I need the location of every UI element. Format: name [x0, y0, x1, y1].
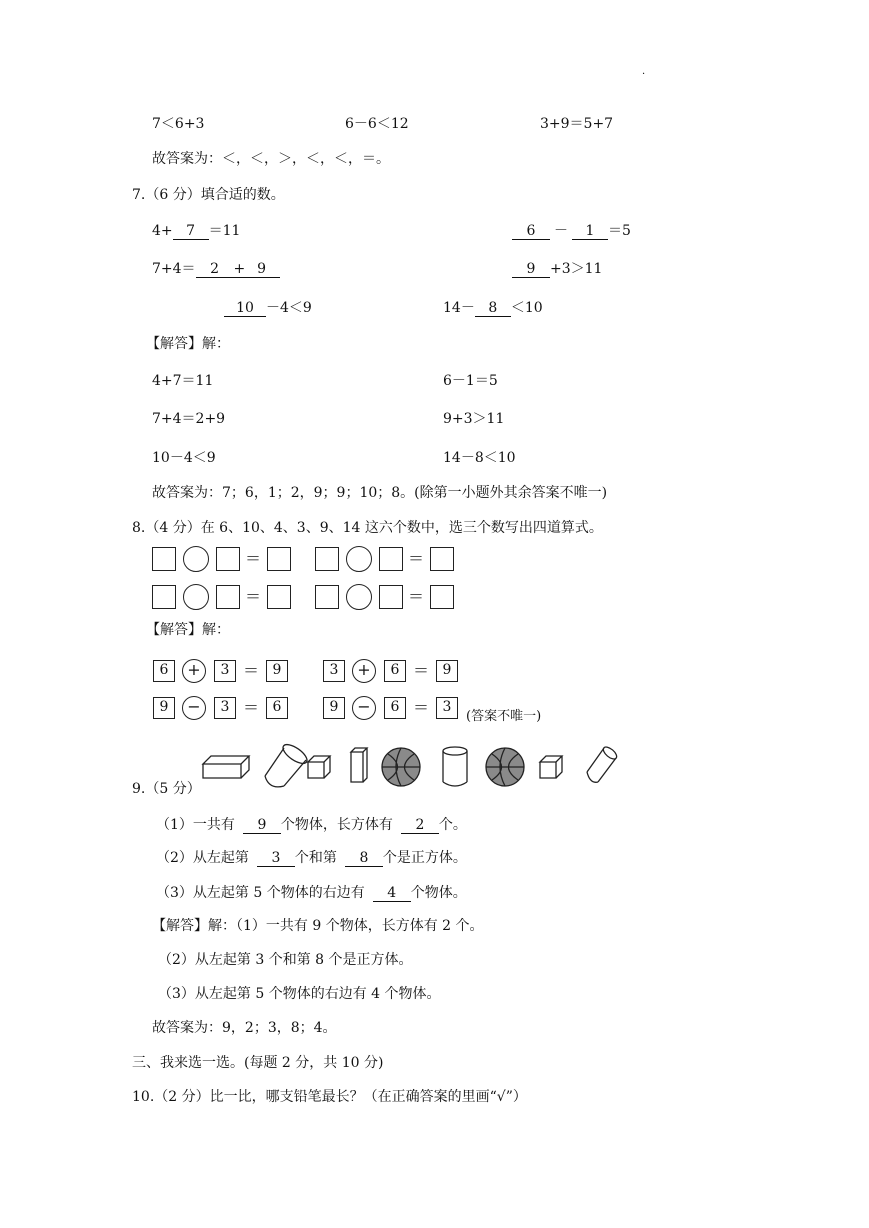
q7-r3b-pre: 14－	[443, 300, 475, 316]
q7-sol-6: 14－8＜10	[443, 450, 516, 466]
q9-p1-a: （1）一共有	[156, 817, 235, 833]
equals-sign: ＝	[243, 661, 260, 680]
answer-box: 3	[436, 697, 458, 719]
q6-row1-b: 6－6＜12	[345, 116, 409, 132]
blank-box	[315, 547, 339, 571]
q9-p1-blank1: 9	[243, 817, 281, 834]
q9-p3-c: 个物体。	[410, 885, 467, 901]
q7-r3b-blank: 8	[475, 300, 511, 317]
q9-p1-b: 个物体，长方体有	[280, 817, 393, 833]
blank-box	[379, 547, 403, 571]
q7-row1-left	[152, 222, 240, 240]
blank-circle	[346, 546, 372, 572]
q6-row1-c: 3+9＝5+7	[540, 116, 614, 132]
operator-circle: +	[182, 659, 206, 683]
blank-box	[267, 547, 291, 571]
equals-sign: ＝	[243, 698, 260, 717]
q8-title: 8.（4 分）在 6、10、4、3、9、14 这六个数中，选三个数写出四道算式。	[132, 520, 603, 536]
q7-r1a-blank: 7	[173, 223, 209, 240]
q7-r2a-blank2: 9	[244, 261, 280, 278]
q7-row3-left	[224, 299, 312, 317]
q9-p1	[156, 816, 467, 834]
blank-box	[379, 585, 403, 609]
blank-box	[267, 585, 291, 609]
answer-box: 9	[323, 697, 345, 719]
blank-box	[152, 585, 176, 609]
q7-r1b-blank2: 1	[572, 223, 608, 240]
q9-p3-blank: 4	[373, 885, 411, 902]
cylinder-icon	[443, 747, 467, 786]
cuboid-icon	[203, 756, 249, 778]
q7-r1a-pre: 4+	[152, 223, 173, 239]
q9-answer: 故答案为：9，2；3，8；4。	[152, 1020, 337, 1036]
q7-answer: 故答案为：7；6，1；2，9；9；10；8。(除第一小题外其余答案不唯一)	[152, 485, 608, 501]
q8-solution-label: 【解答】解：	[146, 622, 230, 638]
answer-box: 3	[214, 660, 236, 682]
q9-p2-b: 个和第	[294, 850, 337, 866]
q9-objects-row	[195, 740, 625, 792]
blank-circle	[346, 584, 372, 610]
q6-answer: 故答案为：＜，＜，＞，＜，＜，＝。	[152, 151, 390, 167]
equals-sign: ＝	[408, 549, 425, 568]
q7-r1b-post: ＝5	[608, 223, 631, 239]
equals-sign: ＝	[408, 587, 425, 606]
cuboid-icon	[351, 748, 367, 782]
blank-circle	[183, 546, 209, 572]
operator-circle: −	[352, 696, 376, 720]
blank-box	[430, 547, 454, 571]
answer-box: 6	[266, 697, 288, 719]
q7-r2a-blank1: 2	[196, 261, 234, 278]
q7-r2b-blank: 9	[512, 261, 550, 278]
q7-row1-right	[512, 222, 631, 240]
q9-p1-blank2: 2	[401, 817, 439, 834]
cylinder-icon	[587, 745, 619, 782]
q7-r2a-pre: 7+4＝	[152, 261, 196, 277]
equals-sign: ＝	[245, 549, 262, 568]
answer-box: 3	[214, 697, 236, 719]
blank-box	[430, 585, 454, 609]
q7-row3-right	[443, 299, 543, 317]
answer-box: 9	[153, 697, 175, 719]
equals-sign: ＝	[245, 587, 262, 606]
ball-icon	[382, 748, 420, 786]
answer-box: 3	[323, 660, 345, 682]
answer-box: 6	[153, 660, 175, 682]
q9-sol3: （3）从左起第 5 个物体的右边有 4 个物体。	[158, 986, 441, 1002]
q7-sol-3: 7+4＝2+9	[152, 411, 226, 427]
cylinder-icon	[265, 741, 310, 787]
q7-sol-4: 9+3＞11	[443, 411, 505, 427]
q7-row2-right	[512, 260, 602, 278]
answer-box: 6	[384, 660, 406, 682]
q7-sol-5: 10－4＜9	[152, 450, 216, 466]
operator-circle: +	[352, 659, 376, 683]
q9-p2-blank1: 3	[257, 850, 295, 867]
q9-sol1: 【解答】解：（1）一共有 9 个物体，长方体有 2 个。	[152, 918, 484, 934]
answer-box: 9	[266, 660, 288, 682]
q7-r2a-mid: +	[233, 261, 246, 277]
q7-title: 7.（6 分）填合适的数。	[132, 187, 285, 203]
q7-r1b-blank1: 6	[512, 223, 550, 240]
q7-sol-2: 6－1＝5	[443, 373, 498, 389]
q6-row1-a: 7＜6+3	[152, 116, 205, 132]
q9-p3-a: （3）从左起第 5 个物体的右边有	[156, 885, 365, 901]
answer-box: 6	[384, 697, 406, 719]
operator-circle: −	[182, 696, 206, 720]
q9-title: 9.（5 分）	[132, 781, 201, 797]
header-dot: ·	[642, 69, 646, 80]
q7-r3b-post: ＜10	[510, 300, 543, 316]
q7-r1b-mid: －	[554, 223, 568, 239]
q7-solution-label: 【解答】解：	[146, 336, 230, 352]
q9-p2	[156, 849, 467, 867]
equals-sign: ＝	[413, 661, 430, 680]
q9-p2-a: （2）从左起第	[156, 850, 249, 866]
blank-box	[152, 547, 176, 571]
q7-row2-left	[152, 260, 280, 278]
section-3-title: 三、我来选一选。(每题 2 分，共 10 分)	[132, 1055, 384, 1071]
cube-icon	[540, 756, 562, 778]
q9-p3	[156, 884, 467, 902]
q7-r2b-post: +3＞11	[550, 261, 603, 277]
ball-icon	[486, 748, 524, 786]
blank-box	[216, 547, 240, 571]
answer-box: 9	[436, 660, 458, 682]
cube-icon	[308, 756, 330, 778]
blank-box	[216, 585, 240, 609]
q9-p2-c: 个是正方体。	[382, 850, 467, 866]
q9-sol2: （2）从左起第 3 个和第 8 个是正方体。	[158, 952, 413, 968]
blank-circle	[183, 584, 209, 610]
q9-p2-blank2: 8	[345, 850, 383, 867]
q8-note: (答案不唯一)	[466, 709, 542, 724]
q10-title: 10.（2 分）比一比，哪支铅笔最长？（在正确答案的里画“√”）	[132, 1089, 527, 1105]
blank-box	[315, 585, 339, 609]
q9-p1-c: 个。	[438, 817, 467, 833]
q7-r3a-post: －4＜9	[266, 300, 312, 316]
q7-r1a-post: ＝11	[208, 223, 241, 239]
q7-r3a-blank: 10	[224, 300, 266, 317]
equals-sign: ＝	[413, 698, 430, 717]
q7-sol-1: 4+7＝11	[152, 373, 214, 389]
